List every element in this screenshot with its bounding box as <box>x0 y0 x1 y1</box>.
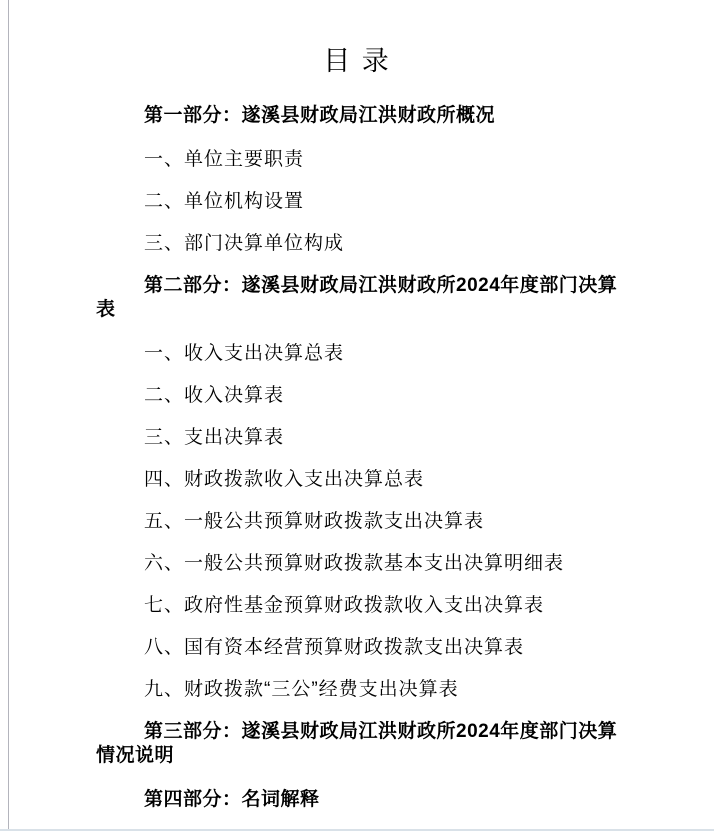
toc-section-heading-part1: 第一部分：遂溪县财政局江洪财政所概况 <box>144 105 496 126</box>
toc-item: 四、财政拨款收入支出决算总表 <box>144 469 425 490</box>
toc <box>96 104 624 812</box>
toc-item: 一、收入支出决算总表 <box>144 343 345 364</box>
toc-section-heading-part3: 第三部分：遂溪县财政局江洪财政所2024年度部门决算情况说明 <box>96 721 618 766</box>
page-left-edge-divider <box>8 0 9 829</box>
toc-section-heading-part4: 第四部分：名词解释 <box>144 789 320 810</box>
toc-item: 一、单位主要职责 <box>144 149 305 170</box>
toc-item: 二、收入决算表 <box>144 385 285 406</box>
toc-title: 目 录 <box>323 46 391 76</box>
toc-item: 二、单位机构设置 <box>144 191 305 212</box>
toc-item: 五、一般公共预算财政拨款支出决算表 <box>144 511 485 532</box>
toc-item: 六、一般公共预算财政拨款基本支出决算明细表 <box>144 553 565 574</box>
toc-section-heading-part2: 第二部分：遂溪县财政局江洪财政所2024年度部门决算表 <box>96 275 618 320</box>
toc-item: 三、部门决算单位构成 <box>144 233 345 254</box>
toc-item: 三、支出决算表 <box>144 427 285 448</box>
toc-item: 九、财政拨款“三公”经费支出决算表 <box>144 679 459 700</box>
toc-item: 七、政府性基金预算财政拨款收入支出决算表 <box>144 595 545 616</box>
toc-item: 八、国有资本经营预算财政拨款支出决算表 <box>144 637 525 658</box>
